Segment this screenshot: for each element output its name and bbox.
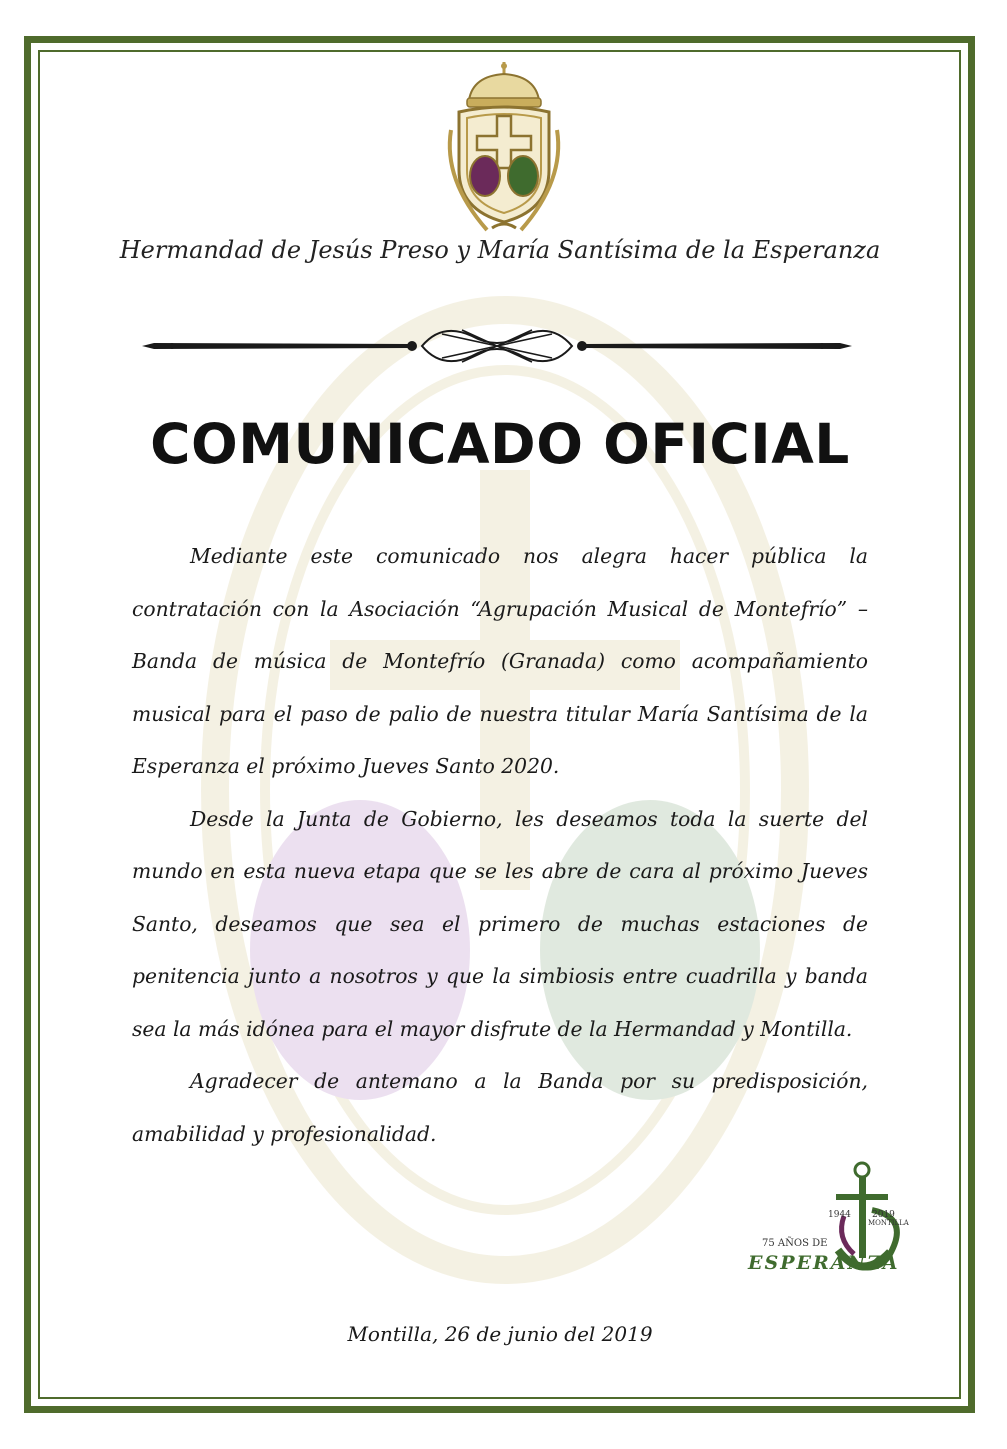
- logo-year-end: 2019: [872, 1210, 895, 1220]
- paragraph: Mediante este comunicado nos alegra hacer pública la contratación con la Asociación “Agrupación Musical de Montefrío” – Banda de música de Montefrío (Granada) como acompañamiento musical para el paso de palio de nuestra titular María Santísima de la Esperanza el próximo Jueves Santo 2020.: [132, 544, 868, 778]
- logo-place: MONTILLA: [868, 1219, 909, 1227]
- logo-year-start: 1944: [828, 1210, 851, 1220]
- logo-line2: ESPERANZA: [748, 1252, 900, 1274]
- anniversary-logo: [744, 1158, 909, 1284]
- announcement-body: [132, 530, 868, 1160]
- paragraph: Agradecer de antemano a la Banda por su predisposición, amabilidad y profesionalidad.: [132, 1069, 868, 1146]
- brotherhood-crest-icon: [437, 60, 571, 236]
- logo-line1: 75 AÑOS DE: [762, 1238, 828, 1249]
- page-title: COMUNICADO OFICIAL: [150, 412, 850, 476]
- ornamental-divider-icon: [142, 318, 852, 374]
- paragraph: Desde la Junta de Gobierno, les deseamos toda la suerte del mundo en esta nueva etapa que se les abre de cara al próximo Jueves Santo, deseamos que sea el primero de muchas estaciones de penitencia junto a nosotros y que la simbiosis entre cuadrilla y banda sea la más idónea para el mayor disfrute de la Hermandad y Montilla.: [132, 806, 868, 1041]
- document-date: Montilla, 26 de junio del 2019: [347, 1322, 653, 1346]
- brotherhood-name: Hermandad de Jesús Preso y María Santísima de la Esperanza: [119, 236, 881, 264]
